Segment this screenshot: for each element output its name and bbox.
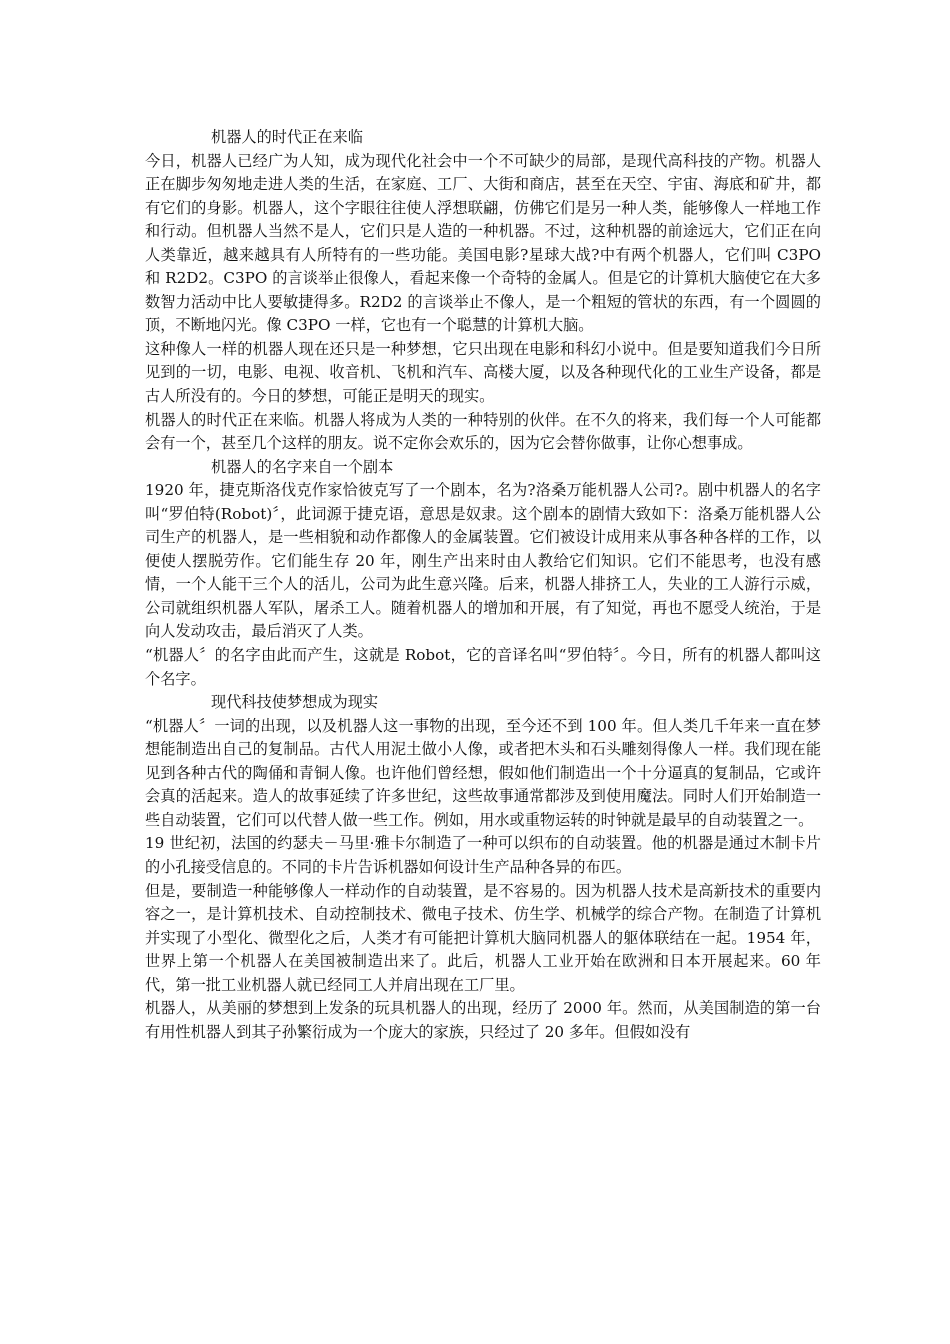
- section-heading: 机器人的名字来自一个剧本: [211, 457, 394, 476]
- paragraph: “机器人〞一词的出现，以及机器人这一事物的出现，至今还不到 100 年。但人类几千年来一直在梦想能制造出自己的复制品。古代人用泥土做小人像，或者把木头和石头雕刻得像人一样。我们现在能见到各种古代的陶俑和青铜人像。也许他们曾经想，假如他们制造出一个十分逼真的复制品，它或许会真的活起来。造人的故事延续了许多世纪，这些故事通常都涉及到使用魔法。同时人们开始制造一些自动装置，它们可以代替人做一些工作。例如，用水或重物运转的时钟就是最早的自动装置之一。: [145, 716, 821, 829]
- section-modern-tech: [145, 691, 821, 1044]
- paragraph: 今日，机器人已经广为人知，成为现代化社会中一个不可缺少的局部，是现代高科技的产物。机器人正在脚步匆匆地走进人类的生活，在家庭、工厂、大街和商店，甚至在天空、宇宙、海底和矿井，都有它们的身影。机器人，这个字眼往往使人浮想联翩，仿佛它们是另一种人类，能够像人一样地工作和行动。但机器人当然不是人，它们只是人造的一种机器。不过，这种机器的前途远大，它们正在向人类靠近，越来越具有人所特有的一些功能。美国电影?星球大战?中有两个机器人，它们叫 C3PO 和 R2D2。C3PO 的言谈举止很像人，看起来像一个奇特的金属人。但是它的计算机大脑使它在大多数智力活动中比人要敏捷得多。R2D2 的言谈举止不像人，是一个粗短的管状的东西，有一个圆圆的顶，不断地闪光。像 C3PO 一样，它也有一个聪慧的计算机大脑。: [145, 151, 821, 335]
- paragraph: 机器人的时代正在来临。机器人将成为人类的一种特别的伙伴。在不久的将来，我们每一个人可能都会有一个，甚至几个这样的朋友。说不定你会欢乐的，因为它会替你做事，让你心想事成。: [145, 410, 821, 453]
- paragraph: 但是，要制造一种能够像人一样动作的自动装置，是不容易的。因为机器人技术是高新技术的重要内容之一，是计算机技术、自动控制技术、微电子技术、仿生学、机械学的综合产物。在制造了计算机并实现了小型化、微型化之后，人类才有可能把计算机大脑同机器人的躯体联结在一起。1954 年，世界上第一个机器人在美国被制造出来了。此后，机器人工业开始在欧洲和日本开展起来。60 年代，第一批工业机器人就已经同工人并肩出现在工厂里。: [145, 881, 821, 994]
- section-name-origin: [145, 456, 821, 691]
- section-heading: 机器人的时代正在来临: [211, 128, 363, 146]
- paragraph: 19 世纪初，法国的约瑟夫－马里·雅卡尔制造了一种可以织布的自动装置。他的机器是通过木制卡片的小孔接受信息的。不同的卡片告诉机器如何设计生产品种各异的布匹。: [145, 834, 821, 876]
- section-heading: 现代科技使梦想成为现实: [211, 693, 379, 712]
- paragraph: 机器人，从美丽的梦想到上发条的玩具机器人的出现，经历了 2000 年。然而，从美国制造的第一台有用性机器人到其子孙繁衍成为一个庞大的家族，只经过了 20 多年。但假如没有: [145, 999, 821, 1041]
- section-robot-era: [145, 126, 821, 456]
- paragraph: 1920 年，捷克斯洛伐克作家恰彼克写了一个剧本，名为?洛桑万能机器人公司?。剧中机器人的名字叫“罗伯特(Robot)〞，此词源于捷克语，意思是奴隶。这个剧本的剧情大致如下：洛桑万能机器人公司生产的机器人，是一些相貌和动作都像人的金属装置。它们被设计成用来从事各种各样的工作，以便使人摆脱劳作。它们能生存 20 年，刚生产出来时由人教给它们知识。它们不能思考，也没有感情，一个人能干三个人的活儿，公司为此生意兴隆。后来，机器人排挤工人，失业的工人游行示威，公司就组织机器人军队，屠杀工人。随着机器人的增加和开展，有了知觉，再也不愿受人统治，于是向人发动攻击，最后消灭了人类。: [145, 481, 821, 641]
- paragraph: “机器人〞的名字由此而产生，这就是 Robot，它的音译名叫“罗伯特〞。今日，所有的机器人都叫这个名字。: [145, 646, 821, 688]
- document-page: [145, 126, 821, 1044]
- paragraph: 这种像人一样的机器人现在还只是一种梦想，它只出现在电影和科幻小说中。但是要知道我们今日所见到的一切，电影、电视、收音机、飞机和汽车、高楼大厦，以及各种现代化的工业生产设备，都是古人所没有的。今日的梦想，可能正是明天的现实。: [145, 339, 821, 406]
